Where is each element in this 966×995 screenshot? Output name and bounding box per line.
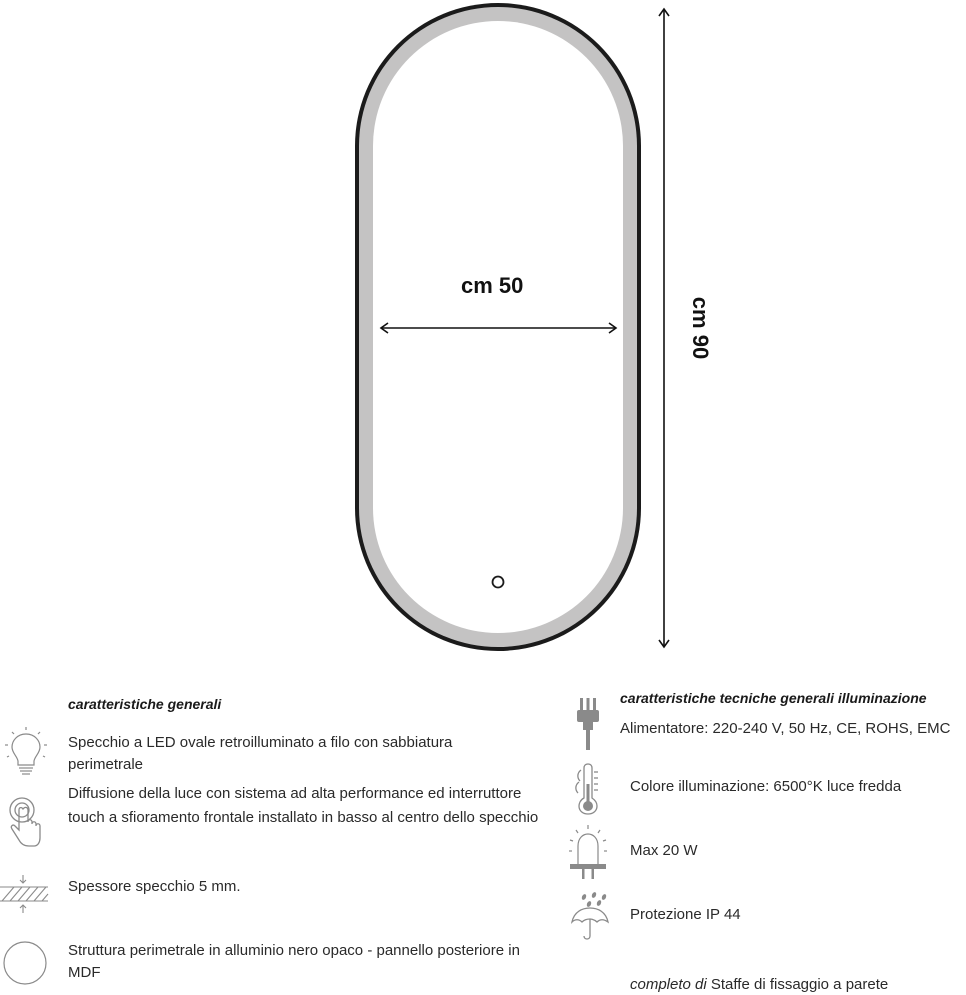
general-item-touch: Diffusione della luce con sistema ad alta performance ed interruttore touch a sfioramento frontale installato in basso al centro dello specchio bbox=[68, 785, 539, 826]
technical-item-protection: Protezione IP 44 bbox=[630, 906, 741, 923]
width-label: cm 50 bbox=[461, 273, 524, 298]
circle-frame-icon bbox=[2, 940, 48, 986]
lightbulb-icon bbox=[2, 726, 50, 778]
technical-item-watt: Max 20 W bbox=[630, 842, 698, 859]
umbrella-rain-icon bbox=[570, 890, 614, 942]
mirror-glass bbox=[373, 21, 623, 633]
general-item-structure: Struttura perimetrale in alluminio nero opaco - pannello posteriore in MDF bbox=[68, 942, 520, 981]
technical-item-color: Colore illuminazione: 6500°K luce fredda bbox=[630, 778, 902, 795]
thermometer-icon bbox=[572, 760, 606, 816]
height-label: cm 90 bbox=[688, 296, 713, 360]
plug-icon bbox=[574, 696, 606, 752]
technical-item-power: Alimentatore: 220-240 V, 50 Hz, CE, ROHS, EMC bbox=[620, 720, 951, 737]
general-section-title: caratteristiche generali bbox=[68, 696, 222, 712]
general-item-led: Specchio a LED ovale retroilluminato a filo con sabbiatura perimetrale bbox=[68, 734, 453, 773]
technical-section-title: caratteristiche tecniche generali illuminazione bbox=[620, 690, 927, 706]
footer-text: Staffe di fissaggio a parete bbox=[706, 976, 889, 993]
footer-prefix: completo di bbox=[630, 976, 707, 993]
height-arrow bbox=[659, 9, 669, 647]
touch-hand-icon bbox=[4, 796, 44, 850]
general-item-thickness: Spessore specchio 5 mm. bbox=[68, 878, 241, 895]
technical-footer bbox=[630, 974, 888, 995]
led-icon bbox=[568, 824, 612, 880]
thickness-icon bbox=[0, 872, 50, 918]
